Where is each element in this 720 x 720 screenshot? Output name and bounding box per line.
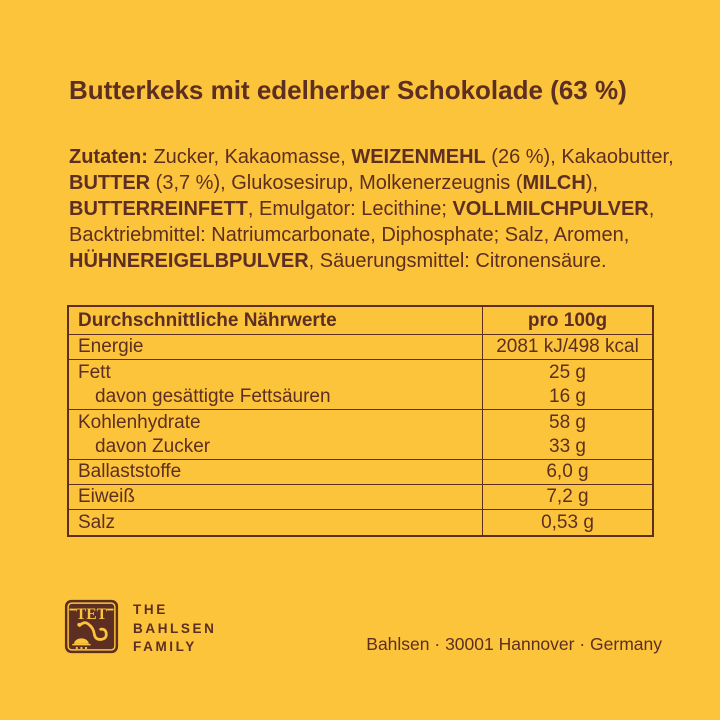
table-row [69,335,652,360]
footer-address: Bahlsen · 30001 Hannover · Germany [366,634,662,654]
ingredients-paragraph [69,144,674,274]
nutrient-label: Kohlenhydrate [69,410,483,435]
nutrient-label: Ballaststoffe [69,460,483,484]
brand-line-1: THE [133,602,168,617]
tet-logo-text: TET [75,606,108,624]
nutrient-value: 58 g [549,411,586,433]
nutrition-header-unit: pro 100g [527,309,608,331]
ingredients-line: Zutaten: Zucker, Kakaomasse, WEIZENMEHL (26 %), Kakaobutter, [69,146,674,168]
nutrient-value: 25 g [549,361,586,383]
ingredients-line: HÜHNEREIGELBPULVER, Säuerungsmittel: Citronensäure. [69,250,607,272]
brand-logo [64,599,216,657]
brand-line-3: FAMILY [133,639,197,654]
table-row [69,435,652,460]
ingredients-line: BUTTER (3,7 %), Glukosesirup, Molkenerzeugnis (MILCH), [69,172,599,194]
brand-line-2: BAHLSEN [133,620,217,636]
nutrient-value: 7,2 g [546,486,589,507]
nutrient-label: Salz [69,510,483,535]
ingredients-line: Backtriebmittel: Natriumcarbonate, Diphosphate; Salz, Aromen, [69,224,630,246]
table-row [69,385,652,410]
tet-seal-icon [64,599,119,654]
table-row [69,360,652,385]
nutrient-label: Fett [69,360,483,385]
nutrition-table [67,305,654,537]
nutrient-value: 0,53 g [541,511,594,533]
table-row [69,410,652,435]
nutrition-rows [69,335,652,535]
nutrition-header-label: Durchschnittliche Nährwerte [69,307,483,334]
nutrient-label: davon Zucker [69,435,483,459]
nutrient-label: Energie [69,335,483,359]
nutrient-value: 2081 kJ/498 kcal [496,336,639,357]
nutrient-value: 33 g [549,436,586,457]
nutrition-table-header [69,307,652,335]
table-row [69,460,652,485]
table-row [69,510,652,535]
nutrient-value: 6,0 g [546,461,589,482]
nutrient-label: Eiweiß [69,485,483,509]
nutrient-label: davon gesättigte Fettsäuren [69,385,483,409]
product-title: Butterkeks mit edelherber Schokolade (63 %) [69,75,627,105]
brand-wordmark [133,599,216,657]
ingredients-line: BUTTERREINFETT, Emulgator: Lecithine; VOLLMILCHPULVER, [69,198,655,220]
table-row [69,485,652,510]
nutrient-value: 16 g [549,386,586,407]
